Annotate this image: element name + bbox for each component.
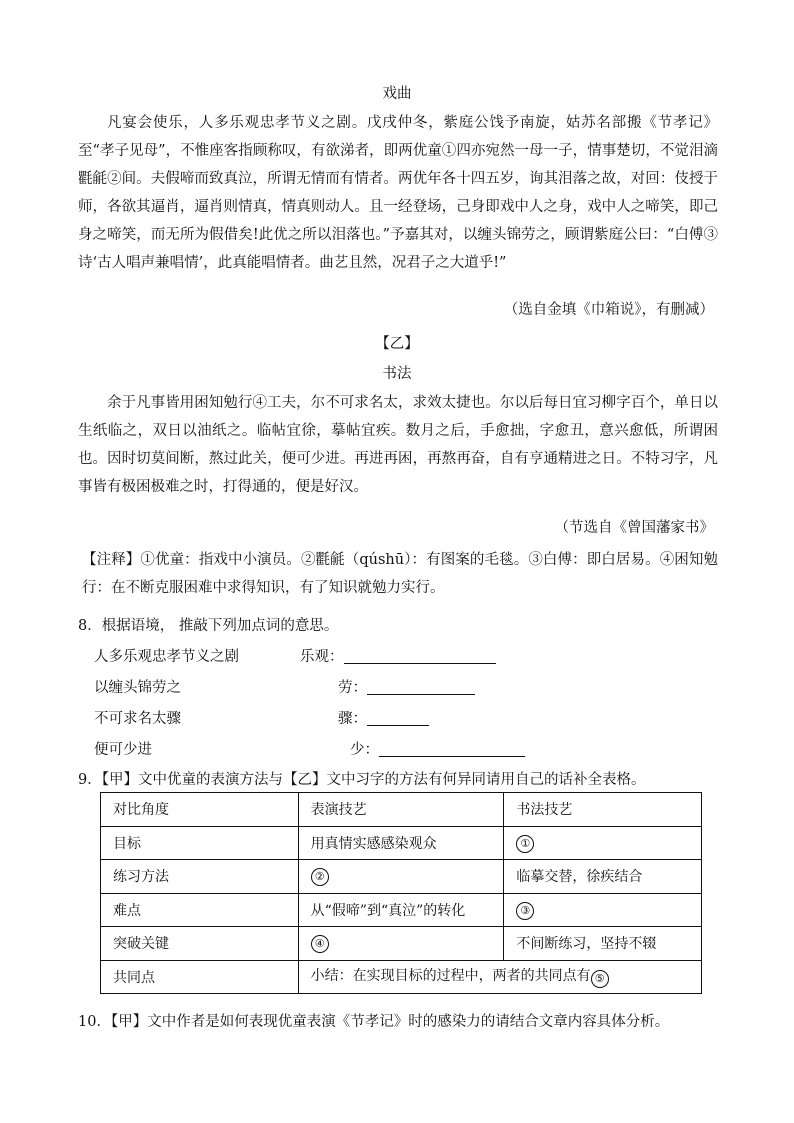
table-cell-aspect: 突破关键 [101,927,299,961]
table-header-aspect: 对比角度 [101,793,299,827]
summary-text: 小结：在实现目标的过程中，两者的共同点有 [310,968,591,985]
table-cell-aspect: 练习方法 [101,860,299,894]
table-cell-aspect: 共同点 [101,960,299,994]
q8-answer-2 [338,676,475,697]
table-header-calligraphy: 书法技艺 [504,793,702,827]
q8-answer-3 [338,707,429,728]
table-row [101,860,702,894]
table-cell-performance: 用真情实感感染观众 [298,826,504,860]
table-cell-aspect: 难点 [101,893,299,927]
q8-blank-2[interactable] [367,680,475,695]
table-row [101,927,702,961]
comparison-table [100,792,702,994]
answer-blank-cell[interactable] [504,826,702,860]
summary-cell[interactable] [298,960,701,994]
blank-marker: ① [516,835,534,853]
q10-stem: 10．【甲】文中作者是如何表现优童表演《节孝记》时的感染力的请结合文章内容具体分析。 [78,1014,670,1030]
yi-label: 【乙】 [375,336,419,352]
q8-sentence-1: 人多乐观忠孝节义之剧 [94,649,239,665]
q8-word-1: 乐观： [300,649,344,665]
q9-stem: 9．【甲】文中优童的表演方法与【乙】文中习字的方法有何异同请用自己的话补全表格。 [78,772,646,788]
jia-source: （选自金填《巾箱说》，有删减） [503,302,714,318]
q8-answer-4 [350,738,525,759]
table-cell-aspect: 目标 [101,826,299,860]
table-header-performance: 表演技艺 [298,793,504,827]
q8-word-4: 少： [350,742,379,758]
table-cell-performance: 从“假啼”到“真泣”的转化 [298,893,504,927]
q8-answer-1 [300,645,496,666]
annotations: 【注释】①优童：指戏中小演员。②氍毹（qúshū）：有图案的毛毯。③白傅：即白居易。④困知勉行：在不断克服困难中求得知识，有了知识就勉力实行。 [82,552,718,596]
q8-blank-3[interactable] [367,711,429,726]
q8-blank-1[interactable] [344,649,496,664]
yi-paragraph: 余于凡事皆用困知勉行④工夫，尔不可求名太，求效太捷也。尔以后每日宜习柳字百个，单日以生纸临之，双日以油纸之。临帖宜徐，摹帖宜疾。数月之后，手愈拙，字愈丑，意兴愈低，所谓困也。因时切莫间断，熬过此关，便可少进。再进再困，再熬再奋，自有亨通精进之日。不特习字，凡事皆有极困极难之时，打得通的，便是好汉。 [78,395,718,495]
yi-source: （节选自《曾国藩家书》 [554,520,714,536]
jia-title: 戏曲 [382,86,412,102]
table-row-summary [101,960,702,994]
table-row [101,826,702,860]
blank-marker: ⑤ [591,970,609,988]
q8-word-3: 骤： [338,711,367,727]
q8-sentence-4: 便可少进 [94,742,152,758]
answer-blank-cell[interactable] [504,893,702,927]
answer-blank-cell[interactable] [298,927,504,961]
q8-sentence-3: 不可求名太骤 [94,711,181,727]
table-row [101,893,702,927]
table-header-row [101,793,702,827]
q8-stem: 8．根据语境， 推敲下列加点词的意思。 [78,618,339,634]
blank-marker: ② [311,868,329,886]
q8-sentence-2: 以缠头锦劳之 [94,680,181,696]
table-cell-calligraphy: 临摹交替，徐疾结合 [504,860,702,894]
jia-paragraph: 凡宴会使乐，人多乐观忠孝节义之剧。戊戌仲冬，紫庭公饯予南旋，姑苏名部搬《节孝记》至“孝子见母”，不惟座客指顾称叹，有欲涕者，即两优童①四亦宛然一母一子，情事楚切，不觉泪滴氍毹②间。夫假啼而致真泣，所谓无情而有情者。两优年各十四五岁，询其泪落之故，对回：伎授于师，各欲其逼肖，逼肖则情真，情真则动人。且一经登场，己身即戏中人之身，戏中人之啼笑，即己身之啼笑，而无所为假借矣!此优之所以泪落也。”予嘉其对，以缠头锦劳之，顾谓紫庭公曰：“白傅③诗‘古人唱声兼唱情’，此真能唱情者。曲艺且然，况君子之大道乎!” [78,115,718,271]
blank-marker: ③ [516,902,534,920]
table-cell-calligraphy: 不间断练习，坚持不辍 [504,927,702,961]
answer-blank-cell[interactable] [298,860,504,894]
yi-title: 书法 [382,366,412,382]
blank-marker: ④ [311,935,329,953]
q8-word-2: 劳： [338,680,367,696]
q8-blank-4[interactable] [379,742,525,757]
